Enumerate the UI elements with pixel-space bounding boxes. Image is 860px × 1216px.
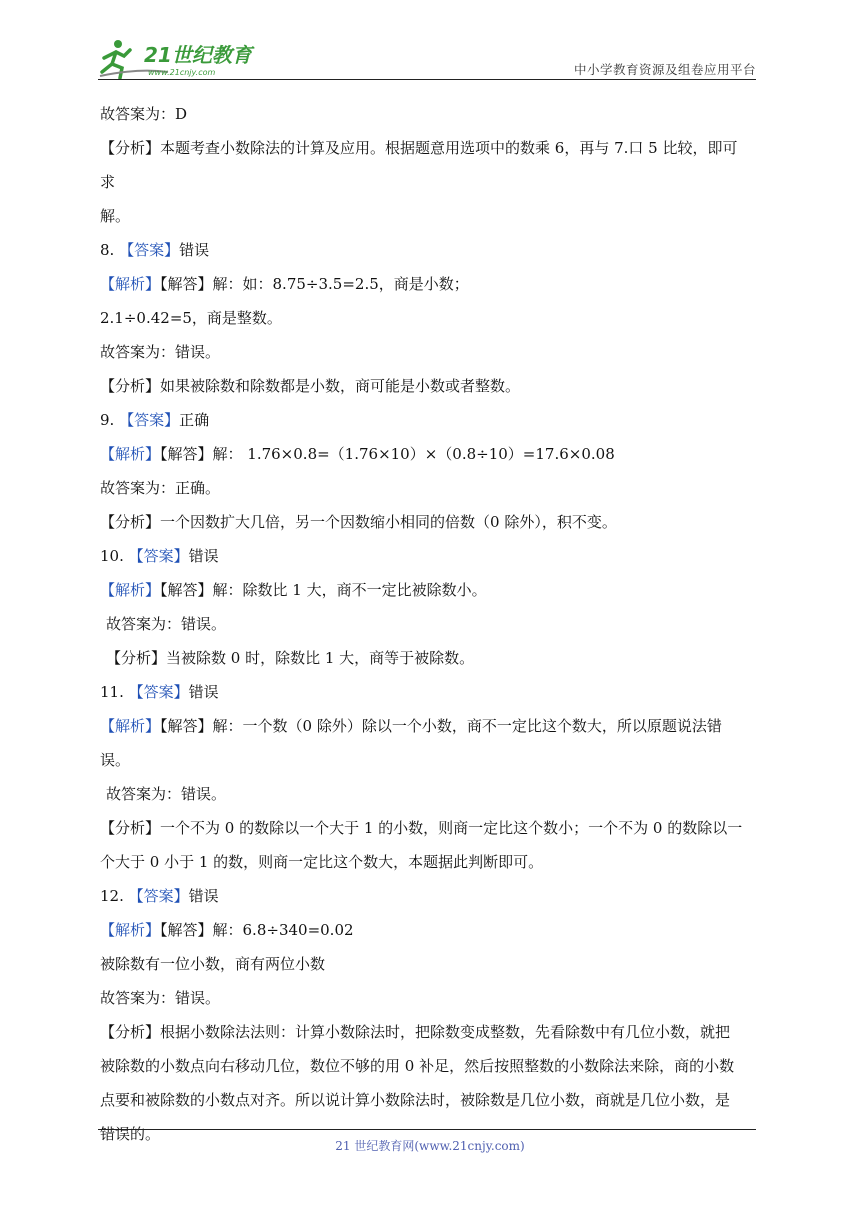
line-text: 故答案为：错误。 [100, 343, 221, 361]
line-text: 【分析】一个不为 0 的数除以一个大于 1 的小数，则商一定比这个数小；一个不为 0 的数除以一 [100, 819, 743, 837]
text-line [100, 1083, 762, 1117]
question-number: 12. [100, 887, 129, 905]
text-line [100, 369, 762, 403]
text-line [100, 267, 762, 301]
section-tag: 【答案】 [119, 241, 180, 259]
text-line [100, 573, 762, 607]
line-text: 错误的。 [100, 1125, 161, 1143]
line-text: 【解答】解：除数比 1 大，商不一定比被除数小。 [160, 581, 487, 599]
section-tag: 【解析】 [100, 581, 161, 599]
section-tag: 【解析】 [100, 445, 161, 463]
header-divider [98, 79, 756, 80]
line-text: 被除数有一位小数，商有两位小数 [100, 955, 326, 973]
text-line [100, 437, 762, 471]
question-answer-line [100, 539, 762, 573]
question-answer-line [100, 403, 762, 437]
logo-21cnjy [98, 38, 268, 80]
line-text: 解。 [100, 207, 131, 225]
text-line [100, 947, 762, 981]
question-number: 11. [100, 683, 129, 701]
line-text: 错误 [179, 241, 210, 259]
text-line [100, 505, 762, 539]
text-line [100, 335, 762, 369]
footer-text: 21 世纪教育网(www.21cnjy.com) [335, 1139, 525, 1153]
text-line [100, 471, 762, 505]
line-text: 【分析】一个因数扩大几倍，另一个因数缩小相同的倍数（0 除外），积不变。 [100, 513, 617, 531]
section-tag: 【解析】 [100, 275, 161, 293]
line-text: 错误 [188, 547, 219, 565]
page-header [98, 38, 756, 80]
text-line [100, 199, 762, 233]
line-text: 【解答】解：一个数（0 除外）除以一个小数，商不一定比这个数大，所以原题说法错 [160, 717, 722, 735]
line-text: 2.1÷0.42=5，商是整数。 [100, 309, 282, 327]
text-line [100, 131, 762, 165]
line-text: 个大于 0 小于 1 的数，则商一定比这个数大，本题据此判断即可。 [100, 853, 544, 871]
line-text: 【解答】解：6.8÷340=0.02 [160, 921, 354, 939]
svg-text:21世纪教育: 21世纪教育 [144, 43, 252, 67]
line-text: 故答案为：错误。 [106, 615, 227, 633]
line-text: 【解答】解： 1.76×0.8=（1.76×10）×（0.8÷10）=17.6×0.08 [160, 445, 615, 463]
text-line [100, 301, 762, 335]
line-text: 错误 [188, 887, 219, 905]
footer-divider [98, 1129, 756, 1130]
text-line [100, 1015, 762, 1049]
line-text: 求 [100, 173, 116, 191]
section-tag: 【解析】 [100, 717, 161, 735]
line-text: 【解答】解：如：8.75÷3.5=2.5，商是小数； [160, 275, 469, 293]
line-text: 误。 [100, 751, 131, 769]
line-text: 故答案为：错误。 [106, 785, 227, 803]
section-tag: 【答案】 [128, 547, 189, 565]
section-tag: 【解析】 [100, 921, 161, 939]
text-line [100, 709, 762, 743]
question-answer-line [100, 675, 762, 709]
line-text: 错误 [188, 683, 219, 701]
question-answer-line [100, 879, 762, 913]
text-line [100, 981, 762, 1015]
question-number: 8. [100, 241, 120, 259]
text-line [100, 811, 762, 845]
line-text: 故答案为：正确。 [100, 479, 221, 497]
line-text: 正确 [179, 411, 210, 429]
text-line [100, 607, 762, 641]
text-line [100, 913, 762, 947]
text-line [100, 845, 762, 879]
text-line [100, 743, 762, 777]
svg-text:www.21cnjy.com: www.21cnjy.com [148, 68, 216, 77]
line-text: 【分析】如果被除数和除数都是小数，商可能是小数或者整数。 [100, 377, 521, 395]
text-line [100, 165, 762, 199]
text-line [100, 777, 762, 811]
section-tag: 【答案】 [128, 887, 189, 905]
section-tag: 【答案】 [119, 411, 180, 429]
line-text: 【分析】当被除数 0 时，除数比 1 大，商等于被除数。 [106, 649, 475, 667]
line-text: 被除数的小数点向右移动几位，数位不够的用 0 补足，然后按照整数的小数除法来除，商的小数 [100, 1057, 735, 1075]
line-text: 【分析】本题考查小数除法的计算及应用。根据题意用选项中的数乘 6，再与 7.口 5 比较，即可 [100, 139, 738, 157]
line-text: 点要和被除数的小数点对齐。所以说计算小数除法时，被除数是几位小数，商就是几位小数，是 [100, 1091, 731, 1109]
line-text: 【分析】根据小数除法法则：计算小数除法时，把除数变成整数，先看除数中有几位小数，就把 [100, 1023, 731, 1041]
section-tag: 【答案】 [128, 683, 189, 701]
answer-content [100, 97, 762, 1151]
line-text: 故答案为：D [100, 105, 188, 123]
text-line [100, 97, 762, 131]
text-line [100, 641, 762, 675]
text-line [100, 1049, 762, 1083]
question-number: 10. [100, 547, 129, 565]
line-text: 故答案为：错误。 [100, 989, 221, 1007]
question-number: 9. [100, 411, 120, 429]
question-answer-line [100, 233, 762, 267]
platform-title: 中小学教育资源及组卷应用平台 [573, 62, 756, 77]
